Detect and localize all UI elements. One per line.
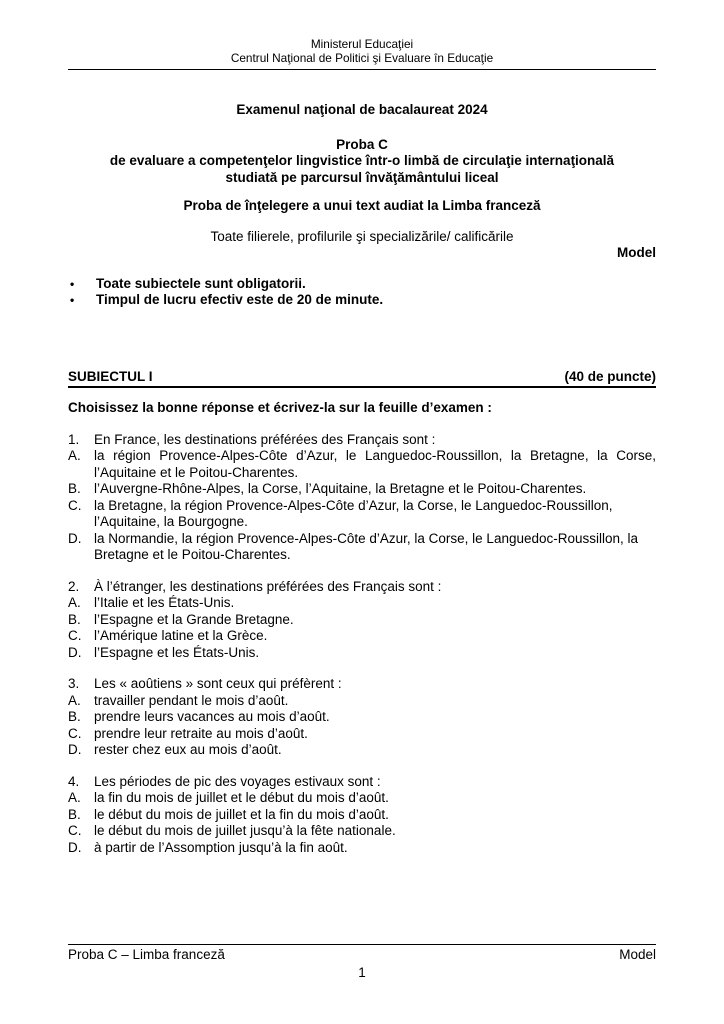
question-number: 1.: [68, 431, 80, 447]
option-letter: B.: [68, 481, 81, 496]
option-text: rester chez eux au mois d’août.: [94, 742, 282, 757]
question-2: [68, 579, 656, 662]
subject-points: (40 de puncte): [564, 368, 656, 384]
answer-option: [68, 693, 656, 710]
question-number: 2.: [68, 578, 80, 594]
option-letter: B.: [68, 709, 81, 724]
option-text: prendre leur retraite au mois d’août.: [94, 725, 308, 741]
note-item: [68, 276, 656, 293]
bullet-icon: •: [70, 293, 75, 307]
option-text: la Normandie, la région Provence-Alpes-Côte d’Azur, la Corse, le Languedoc-Roussillon, la Bretagne et le Poitou-Charentes.: [94, 530, 639, 562]
option-letter: D.: [68, 839, 82, 855]
exam-title: Examenul naţional de bacalaureat 2024: [236, 102, 488, 117]
option-letter: D.: [68, 644, 82, 660]
question-number: 4.: [68, 773, 80, 789]
option-letter: D.: [68, 742, 82, 757]
option-text: l’Espagne et les États-Unis.: [94, 644, 260, 660]
answer-option: [68, 840, 656, 857]
option-text: la région Provence-Alpes-Côte d’Azur, le Languedoc-Roussillon, la Bretagne, la Corse, l’Aquitaine et le Poitou-Charentes.: [94, 448, 656, 480]
option-letter: C.: [68, 823, 82, 838]
question-text: À l’étranger, les destinations préférées des Français sont :: [94, 578, 442, 594]
filiere-line: Toate filierele, profilurile şi specializările/ calificările: [210, 228, 514, 244]
header-divider: [68, 69, 656, 70]
option-letter: C.: [68, 628, 82, 643]
option-text: le début du mois de juillet jusqu’à la fête nationale.: [94, 823, 396, 838]
question-3: [68, 676, 656, 759]
answer-option: [68, 645, 656, 662]
question-4: [68, 774, 656, 857]
question-number: 3.: [68, 676, 80, 691]
question-1: [68, 432, 656, 564]
option-letter: A.: [68, 595, 81, 610]
note-text: Timpul de lucru efectiv este de 20 de minute.: [96, 292, 384, 307]
question-stem: [68, 432, 656, 449]
option-text: l’Auvergne-Rhône-Alpes, la Corse, l’Aquitaine, la Bretagne et le Poitou-Charentes.: [94, 481, 587, 496]
option-letter: B.: [68, 611, 81, 627]
answer-option: [68, 790, 656, 807]
option-letter: A.: [68, 448, 81, 463]
note-item: [68, 292, 656, 309]
center-name: Centrul Naţional de Politici şi Evaluare în Educaţie: [230, 50, 494, 65]
option-text: l’Italie et les États-Unis.: [94, 595, 235, 610]
option-letter: C.: [68, 497, 82, 513]
test-subtitle: Proba de înţelegere a unui text audiat la Limba franceză: [183, 198, 541, 213]
exam-description-line2: studiată pe parcursul învăţământului liceal: [225, 169, 499, 185]
question-text: Les « aoûtiens » sont ceux qui préfèrent :: [94, 676, 342, 691]
ministry-header: [68, 38, 656, 70]
subject-heading: [68, 369, 656, 389]
question-stem: [68, 579, 656, 596]
answer-option: [68, 709, 656, 726]
note-text: Toate subiectele sunt obligatorii.: [96, 275, 306, 291]
option-text: à partir de l’Assomption jusqu’à la fin août.: [94, 839, 348, 855]
question-stem: [68, 774, 656, 791]
answer-option: [68, 498, 656, 531]
footer-proba-label: Proba C – Limba franceză: [68, 947, 225, 962]
answer-option: [68, 726, 656, 743]
questions-list: [68, 432, 656, 857]
option-text: la fin du mois de juillet et le début du mois d’août.: [94, 790, 389, 805]
question-stem: [68, 676, 656, 693]
question-text: En France, les destinations préférées des Français sont :: [94, 431, 436, 447]
answer-option: [68, 823, 656, 840]
option-letter: D.: [68, 530, 82, 546]
exam-notes: [68, 276, 656, 309]
subject-instruction: Choisissez la bonne réponse et écrivez-la sur la feuille d’examen :: [68, 400, 492, 415]
option-text: la Bretagne, la région Provence-Alpes-Côte d’Azur, la Corse, le Languedoc-Roussillon, l’Aquitaine, la Bourgogne.: [94, 497, 613, 529]
page-footer: [68, 944, 656, 981]
model-label: Model: [617, 245, 656, 260]
option-text: l’Amérique latine et la Grèce.: [94, 628, 268, 643]
footer-model-label: Model: [619, 947, 656, 962]
answer-option: [68, 742, 656, 759]
answer-option: [68, 481, 656, 498]
exam-description-line1: de evaluare a competenţelor lingvistice într-o limbă de circulaţie internaţională: [109, 153, 615, 168]
option-text: le début du mois de juillet et la fin du mois d’août.: [94, 806, 389, 822]
page-number: 1: [358, 964, 366, 980]
answer-option: [68, 448, 656, 481]
option-letter: A.: [68, 692, 81, 708]
option-text: l’Espagne et la Grande Bretagne.: [94, 611, 294, 627]
answer-option: [68, 595, 656, 612]
option-letter: C.: [68, 725, 82, 741]
bullet-icon: •: [70, 276, 75, 291]
answer-option: [68, 612, 656, 629]
option-letter: A.: [68, 790, 81, 805]
answer-option: [68, 628, 656, 645]
answer-option: [68, 807, 656, 824]
option-letter: B.: [68, 806, 81, 822]
proba-label: Proba C: [336, 136, 388, 152]
option-text: travailler pendant le mois d’août.: [94, 692, 289, 708]
ministry-name: Ministerul Educaţiei: [310, 37, 414, 51]
question-text: Les périodes de pic des voyages estivaux sont :: [94, 773, 381, 789]
answer-option: [68, 531, 656, 564]
subject-title: SUBIECTUL I: [68, 368, 153, 384]
option-text: prendre leurs vacances au mois d’août.: [94, 709, 330, 724]
